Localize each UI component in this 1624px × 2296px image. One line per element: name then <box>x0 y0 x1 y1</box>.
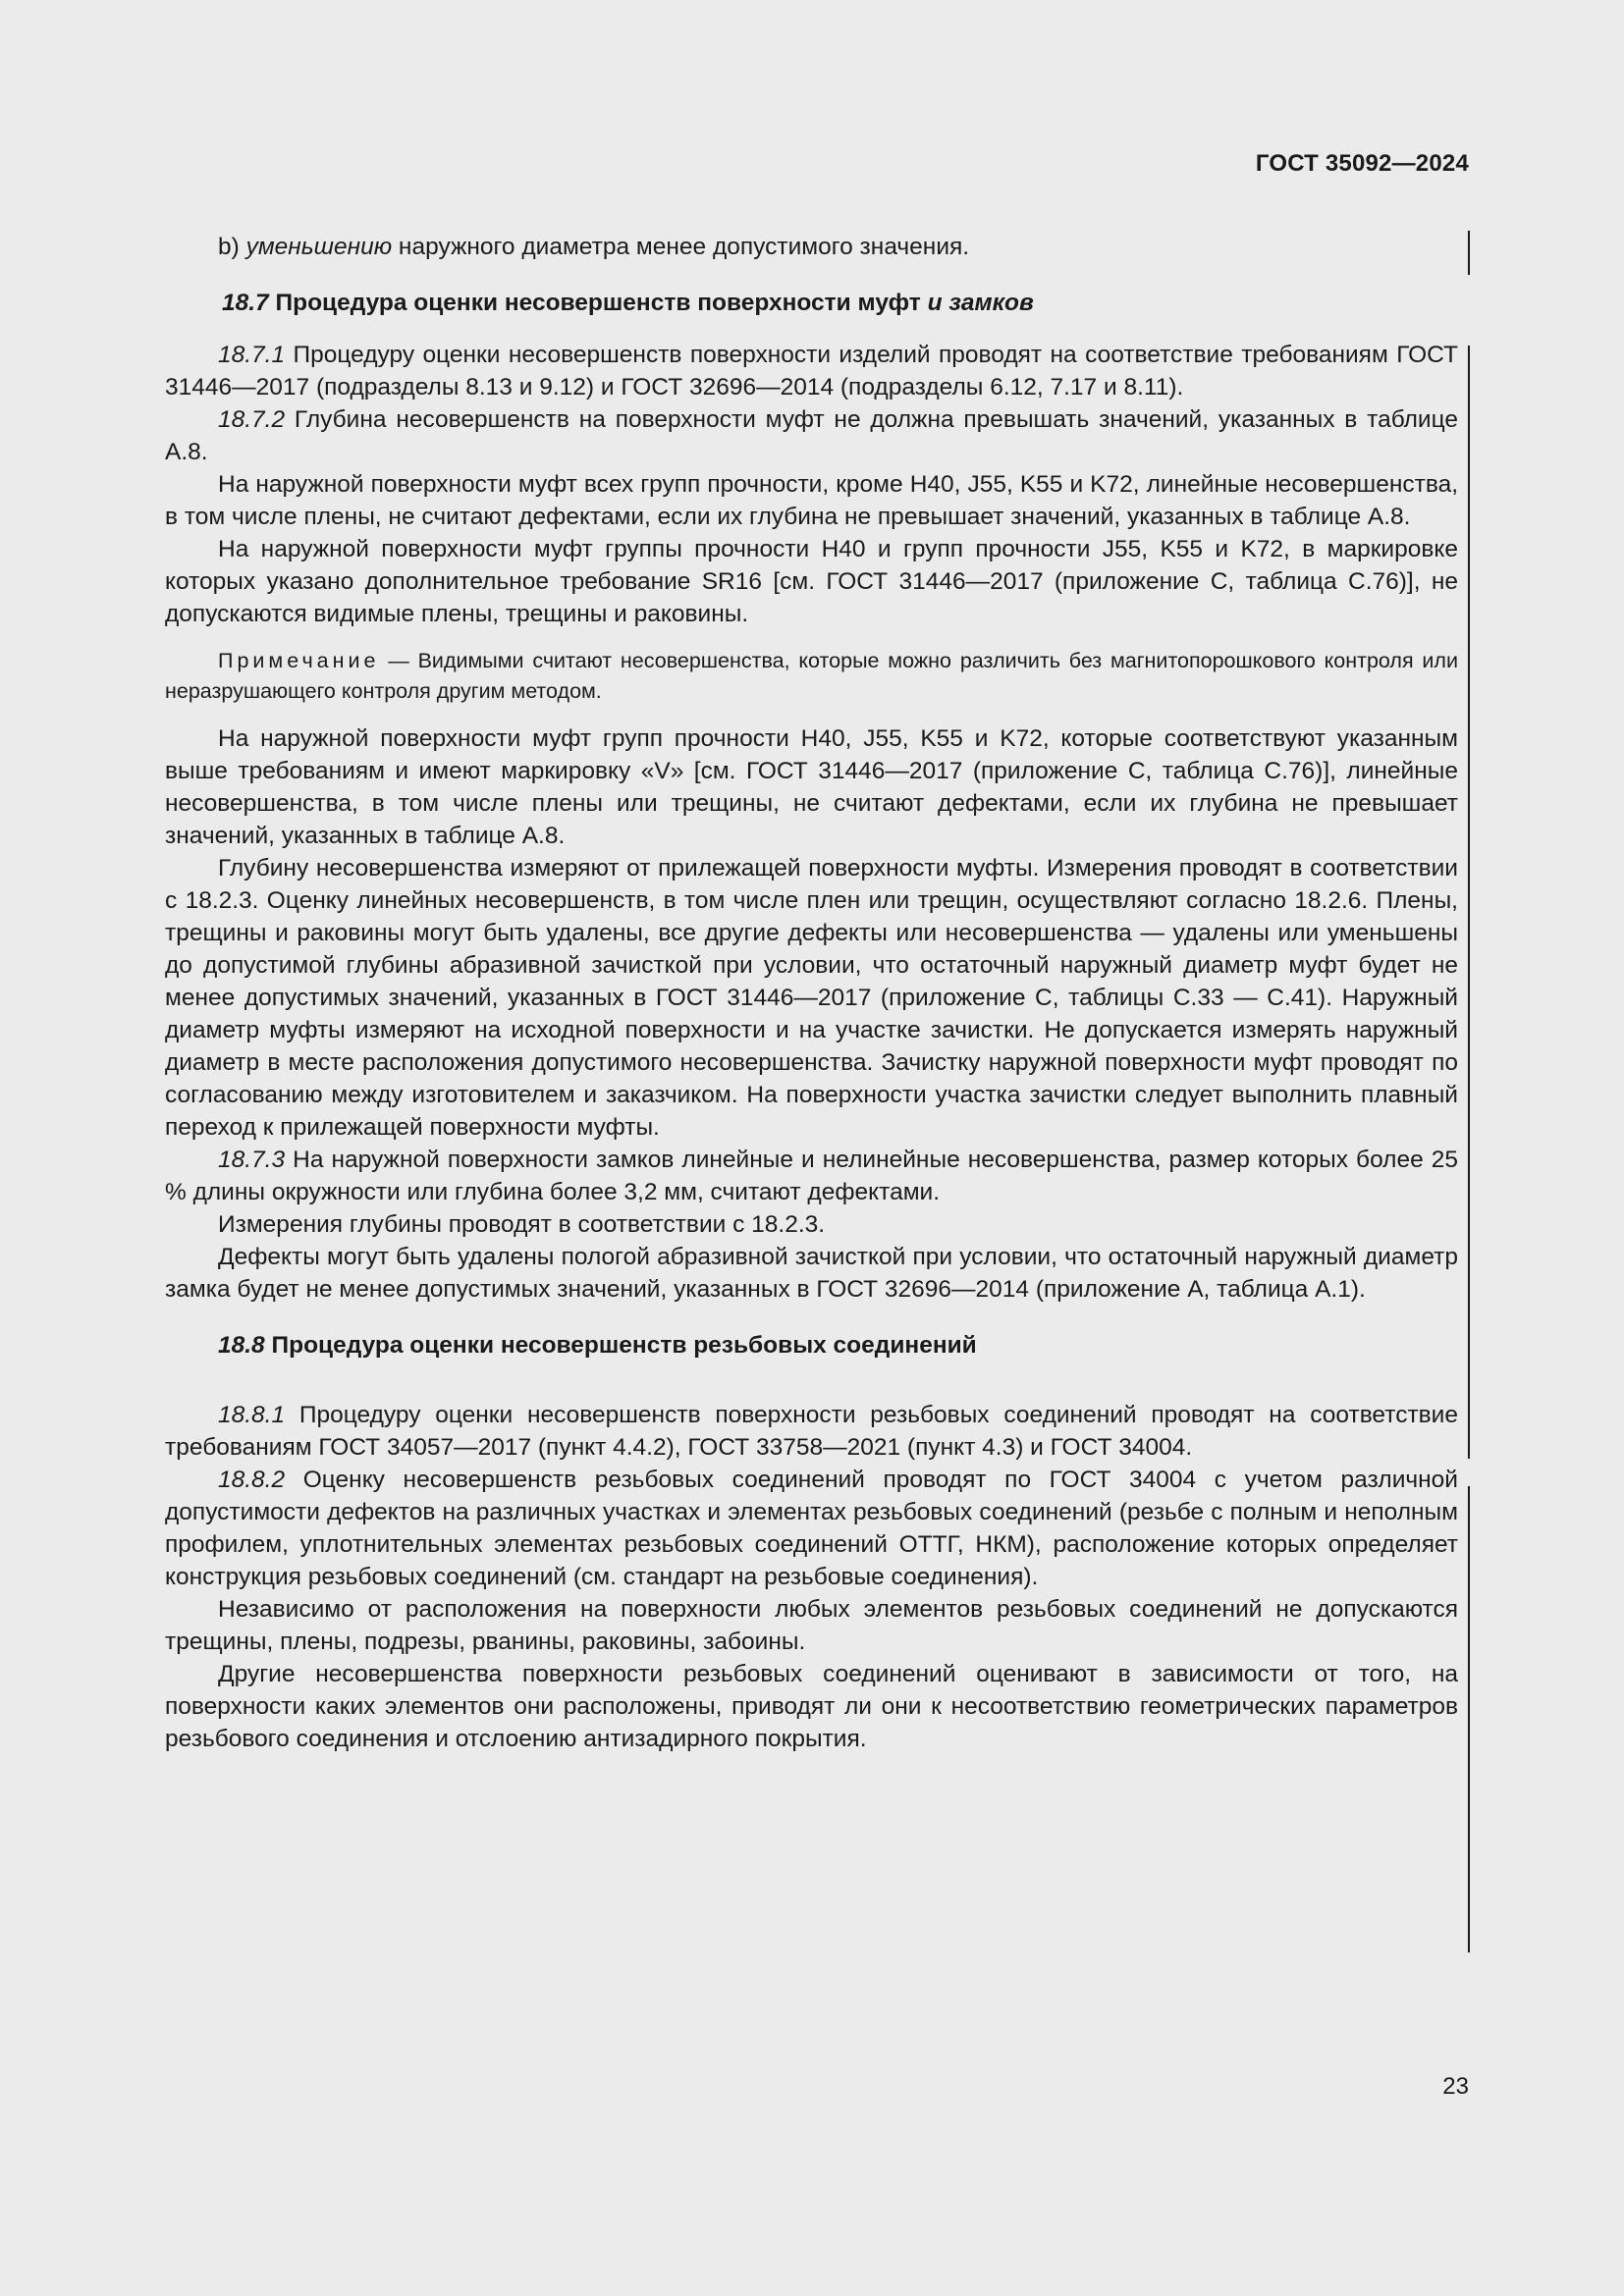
note-label: Примечание <box>218 649 380 672</box>
clause-number: 18.7.1 <box>218 342 286 368</box>
paragraph: На наружной поверхности муфт группы прочности H40 и групп прочности J55, K55 и K72, в маркировке которых указано дополнительное требование SR16 [см. ГОСТ 31446—2017 (приложение С, таблица С.76)], не допускаются видимые плены, трещины и раковины. <box>165 536 1458 627</box>
paragraph-18-8-1: 18.8.1 Процедуру оценки несовершенств поверхности резьбовых соединений проводят на соответствие требованиям ГОСТ 34057—2017 (пункт 4.4.2), ГОСТ 33758—2021 (пункт 4.3) и ГОСТ 34004. <box>165 1402 1458 1461</box>
section-number: 18.7 <box>222 290 269 316</box>
paragraph: Измерения глубины проводят в соответствии с 18.2.3. <box>218 1211 826 1238</box>
change-bar <box>1468 1486 1470 1952</box>
clause-number: 18.7.3 <box>218 1147 286 1173</box>
page-number: 23 <box>1442 2073 1469 2100</box>
document-body <box>165 231 1458 1755</box>
note <box>165 646 1458 707</box>
emphasis: уменьшению <box>245 234 393 260</box>
paragraph: На наружной поверхности муфт всех групп прочности, кроме H40, J55, K55 и K72, линейные несовершенства, в том числе плены, не считают дефектами, если их глубина не превышает значений, указанных в таблице А.8. <box>165 471 1458 530</box>
heading-emphasis: и замков <box>927 290 1034 316</box>
paragraph: Независимо от расположения на поверхности любых элементов резьбовых соединений не допускаются трещины, плены, подрезы, рванины, раковины, забоины. <box>165 1596 1458 1655</box>
note-text: — Видимыми считают несовершенства, которые можно различить без магнитопорошкового контроля или неразрушающего контроля другим методом. <box>165 649 1458 703</box>
clause-number: 18.7.2 <box>218 406 286 433</box>
list-item-b: b) уменьшению наружного диаметра менее допустимого значения. <box>218 234 970 260</box>
paragraph-18-7-2: 18.7.2 Глубина несовершенств на поверхности муфт не должна превышать значений, указанных в таблице А.8. <box>165 406 1458 465</box>
change-bar <box>1468 346 1470 1459</box>
paragraph: На наружной поверхности муфт групп прочности H40, J55, K55 и K72, которые соответствуют указанным выше требованиям и имеют маркировку «V» [см. ГОСТ 31446—2017 (приложение С, таблица С.76)], линейные несовершенства, в том числе плены или трещины, не считают дефектами, если их глубина не превышает значений, указанных в таблице А.8. <box>165 725 1458 849</box>
change-bar <box>1468 231 1470 275</box>
clause-number: 18.8.1 <box>218 1402 286 1428</box>
paragraph: Глубину несовершенства измеряют от прилежащей поверхности муфты. Измерения проводят в соответствии с 18.2.3. Оценку линейных несовершенств, в том числе плен или трещин, осуществляют согласно 18.2.6. Плены, трещины и раковины могут быть удалены, все другие дефекты или несовершенства — удалены или уменьшены до допустимой глубины абразивной зачисткой при условии, что остаточный наружный диаметр муфт будет не менее допустимых значений, указанных в ГОСТ 31446—2017 (приложение С, таблицы С.33 — С.41). Наружный диаметр муфты измеряют на исходной поверхности и на участке зачистки. Не допускается измерять наружный диаметр в месте расположения допустимого несовершенства. Зачистку наружной поверхности муфт проводят по согласованию между изготовителем и заказчиком. На поверхности участка зачистки следует выполнить плавный переход к прилежащей поверхности муфты. <box>165 855 1458 1141</box>
clause-number: 18.8.2 <box>218 1467 286 1493</box>
section-heading-18-8: 18.8 Процедура оценки несовершенств резьбовых соединений <box>218 1332 977 1359</box>
paragraph-18-7-3: 18.7.3 На наружной поверхности замков линейные и нелинейные несовершенства, размер которых более 25 % длины окружности или глубина более 3,2 мм, считают дефектами. <box>165 1147 1458 1205</box>
section-number: 18.8 <box>218 1332 265 1359</box>
paragraph-18-7-1: 18.7.1 Процедуру оценки несовершенств поверхности изделий проводят на соответствие требованиям ГОСТ 31446—2017 (подразделы 8.13 и 9.12) и ГОСТ 32696—2014 (подразделы 6.12, 7.17 и 8.11). <box>165 342 1458 400</box>
paragraph: Дефекты могут быть удалены пологой абразивной зачисткой при условии, что остаточный наружный диаметр замка будет не менее допустимых значений, указанных в ГОСТ 32696—2014 (приложение А, таблица А.1). <box>165 1244 1458 1303</box>
paragraph: Другие несовершенства поверхности резьбовых соединений оценивают в зависимости от того, на поверхности каких элементов они расположены, приводят ли они к несоответствию геометрических параметров резьбового соединения и отслоению антизадирного покрытия. <box>165 1661 1458 1752</box>
document-code: ГОСТ 35092—2024 <box>1255 150 1469 177</box>
paragraph-18-8-2: 18.8.2 Оценку несовершенств резьбовых соединений проводят по ГОСТ 34004 с учетом различной допустимости дефектов на различных участках и элементах резьбовых соединений (резьбе с полным и неполным профилем, уплотнительных элементах резьбовых соединений ОТТГ, НКМ), расположение которых определяет конструкция резьбовых соединений (см. стандарт на резьбовые соединения). <box>165 1467 1458 1590</box>
section-heading-18-7: 18.7 Процедура оценки несовершенств поверхности муфт и замков <box>222 290 1034 316</box>
